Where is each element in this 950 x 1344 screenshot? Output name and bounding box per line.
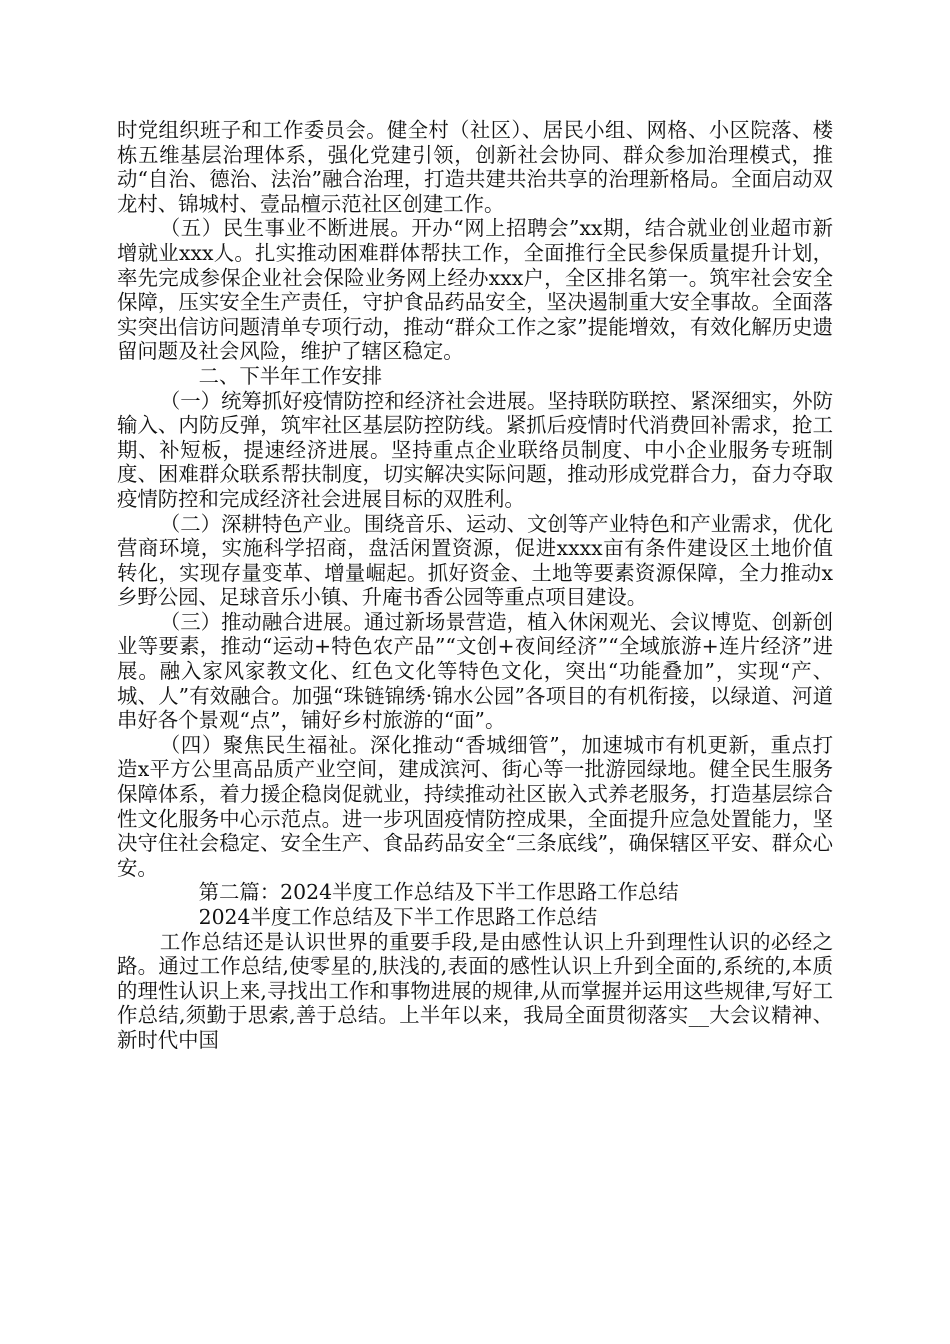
paragraph-welfare: （四）聚焦民生福祉。深化推动“香城细管”，加速城市有机更新，重点打造x平方公里高品质产业空间，建成滨河、街心等一批游园绿地。健全民生服务保障体系，着力援企稳岗促就业，持续推动社区嵌入式养老服务，打造基层综合性文化服务中心示范点。进一步巩固疫情防控成果，全面提升应急处置能力，坚决守住社会稳定、安全生产、食品药品安全“三条底线”，确保辖区平安、群众心安。 — [117, 732, 833, 880]
paragraph-industry: （二）深耕特色产业。围绕音乐、运动、文创等产业特色和产业需求，优化营商环境，实施科学招商，盘活闲置资源，促进xxxx亩有条件建设区土地价值转化，实现存量变革、增量崛起。抓好资金、土地等要素资源保障，全力推动x乡野公园、足球音乐小镇、升庵书香公园等重点项目建设。 — [117, 511, 833, 610]
paragraph-community-governance: 时党组织班子和工作委员会。健全村（社区）、居民小组、网格、小区院落、楼栋五维基层治理体系，强化党建引领，创新社会协同、群众参加治理模式，推动“自治、德治、法治”融合治理，打造共建共治共享的治理新格局。全面启动双龙村、锦城村、壹品檀示范社区创建工作。 — [117, 118, 833, 216]
paragraph-epidemic-economy: （一）统筹抓好疫情防控和经济社会进展。坚持联防联控、紧深细实，外防输入、内防反弹，筑牢社区基层防控防线。紧抓后疫情时代消费回补需求，抢工期、补短板，提速经济进展。坚持重点企业联络员制度、中小企业服务专班制度、困难群众联系帮扶制度，切实解决实际问题，推动形成党群合力，奋力夺取疫情防控和完成经济社会进展目标的双胜利。 — [117, 388, 833, 511]
article-title-second: 第二篇：2024半度工作总结及下半工作思路工作总结 — [198, 880, 679, 905]
paragraph-summary-intro: 工作总结还是认识世界的重要手段,是由感性认识上升到理性认识的必经之路。通过工作总结,使零星的,肤浅的,表面的感性认识上升到全面的,系统的,本质的理性认识上来,寻找出工作和事物进展的规律,从而掌握并运用这些规律,写好工作总结,须勤于思索,善于总结。上半年以来，我局全面贯彻落实__大会议精神、新时代中国 — [117, 929, 833, 1052]
section-heading-second-half: 二、下半年工作安排 — [198, 363, 383, 388]
document-page — [117, 118, 833, 1053]
article-subtitle-second: 2024半度工作总结及下半工作思路工作总结 — [198, 905, 598, 929]
paragraph-integration: （三）推动融合进展。通过新场景营造，植入休闲观光、会议博览、创新创业等要素，推动“运动+特色农产品”“文创+夜间经济”“全域旅游+连片经济”进展。融入家风家教文化、红色文化等特色文化，突出“功能叠加”，实现“产、城、人”有效融合。加强“珠链锦绣·锦水公园”各项目的有机衔接，以绿道、河道串好各个景观“点”，铺好乡村旅游的“面”。 — [117, 609, 833, 733]
paragraph-livelihood: （五）民生事业不断进展。开办“网上招聘会”xx期，结合就业创业超市新增就业xxx人。扎实推动困难群体帮扶工作，全面推行全民参保质量提升计划，率先完成参保企业社会保险业务网上经办xxx户，全区排名第一。筑牢社会安全保障，压实安全生产责任，守护食品药品安全，坚决遏制重大安全事故。全面落实突出信访问题清单专项行动，推动“群众工作之家”提能增效，有效化解历史遗留问题及社会风险，维护了辖区稳定。 — [117, 216, 833, 364]
